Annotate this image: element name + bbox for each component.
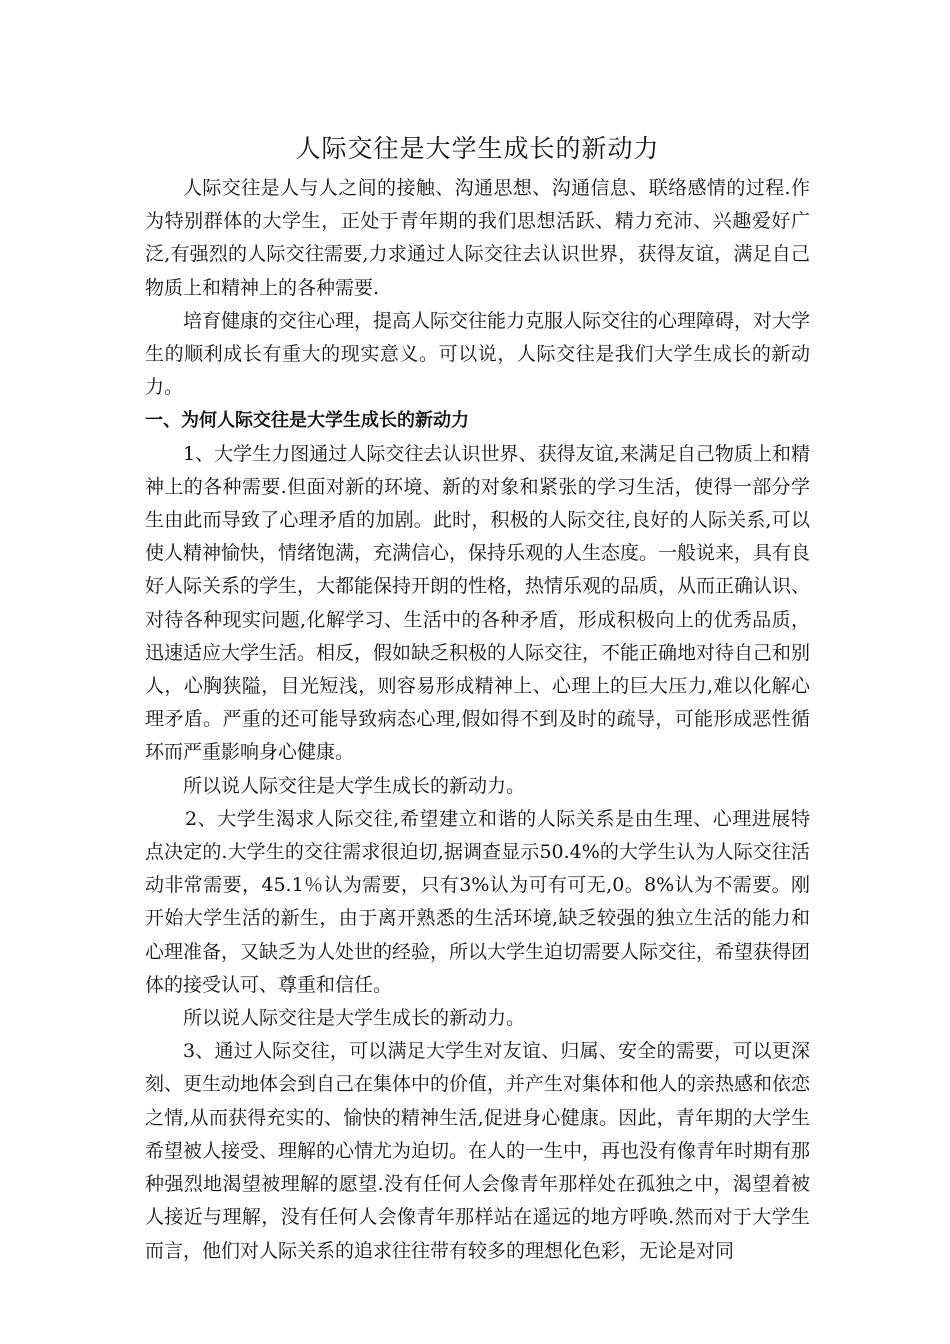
intro-paragraph-1: 人际交往是人与人之间的接触、沟通思想、沟通信息、联络感情的过程.作为特别群体的大学生，正处于青年期的我们思想活跃、精力充沛、兴趣爱好广泛,有强烈的人际交往需要,力求通过人际交往去认识世界，获得友谊，满足自己物质上和精神上的各种需要. bbox=[145, 177, 810, 299]
document-title: 人际交往是大学生成长的新动力 bbox=[295, 134, 660, 163]
section-heading-1: 一、为何人际交往是大学生成长的新动力 bbox=[145, 410, 469, 432]
document-page bbox=[145, 126, 810, 1268]
section-paragraph-2: 2、大学生渴求人际交往,希望建立和谐的人际关系是由生理、心理进展特点决定的.大学生的交往需求很迫切,据调查显示50.4%的大学生认为人际交往活动非常需要，45.1％认为需要，只有3%认为可有可无,0。8%认为不需要。刚开始大学生活的新生，由于离开熟悉的生活环境,缺乏较强的独立生活的能力和心理准备，又缺乏为人处世的经验，所以大学生迫切需要人际交往，希望获得团体的接受认可、尊重和信任。 bbox=[145, 807, 811, 996]
section-conclusion-1: 所以说人际交往是大学生成长的新动力。 bbox=[183, 774, 526, 797]
section-conclusion-2: 所以说人际交往是大学生成长的新动力。 bbox=[183, 1007, 526, 1030]
section-paragraph-3: 3、通过人际交往，可以满足大学生对友谊、归属、安全的需要，可以更深刻、更生动地体会到自己在集体中的价值，并产生对集体和他人的亲热感和依恋之情,从而获得充实的、愉快的精神生活,促进身心健康。因此，青年期的大学生希望被人接受、理解的心情尤为迫切。在人的一生中，再也没有像青年时期有那种强烈地渴望被理解的愿望.没有任何人会像青年那样处在孤独之中，渴望着被人接近与理解，没有任何人会像青年那样站在遥远的地方呼唤.然而对于大学生而言，他们对人际关系的追求往往带有较多的理想化色彩，无论是对同 bbox=[145, 1040, 811, 1262]
intro-paragraph-2: 培育健康的交往心理，提高人际交往能力克服人际交往的心理障碍，对大学生的顺利成长有重大的现实意义。可以说，人际交往是我们大学生成长的新动力。 bbox=[145, 309, 811, 399]
section-paragraph-1: 1、大学生力图通过人际交往去认识世界、获得友谊,来满足自己物质上和精神上的各种需要.但面对新的环境、新的对象和紧张的学习生活，使得一部分学生由此而导致了心理矛盾的加剧。此时，积极的人际交往,良好的人际关系,可以使人精神愉快，情绪饱满，充满信心，保持乐观的人生态度。一般说来，具有良好人际关系的学生，大都能保持开朗的性格，热情乐观的品质，从而正确认识、对待各种现实问题,化解学习、生活中的各种矛盾，形成积极向上的优秀品质，迅速适应大学生活。相反，假如缺乏积极的人际交往，不能正确地对待自己和别人，心胸狭隘，目光短浅，则容易形成精神上、心理上的巨大压力,难以化解心理矛盾。严重的还可能导致病态心理,假如得不到及时的疏导，可能形成恶性循环而严重影响身心健康。 bbox=[145, 442, 811, 764]
